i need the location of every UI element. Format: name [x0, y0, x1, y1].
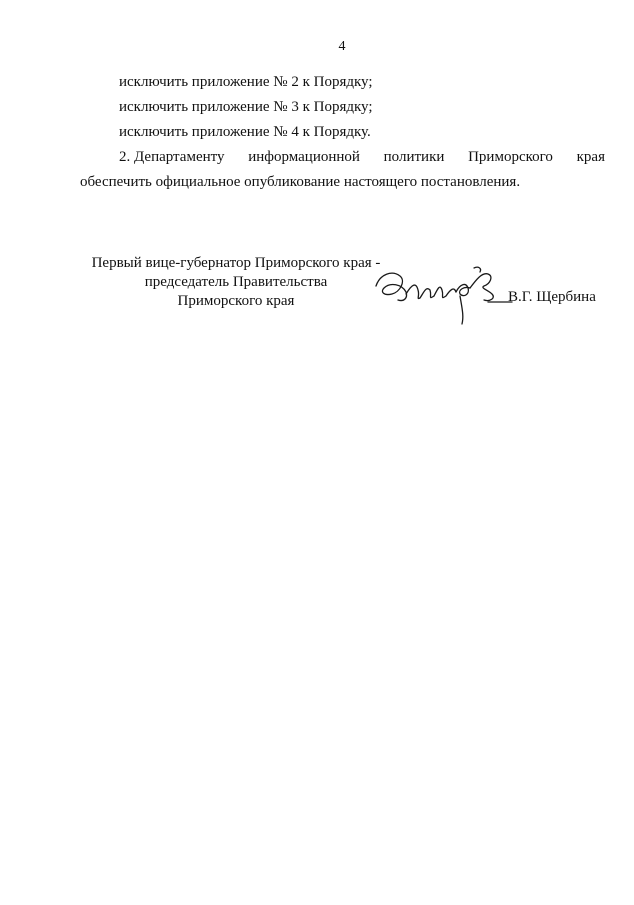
signatory-title-line: Первый вице-губернатор Приморского края -: [91, 255, 381, 271]
paragraph-item-1: исключить приложение № 2 к Порядку;: [119, 74, 373, 90]
handwritten-signature-icon: [370, 262, 520, 328]
paragraph-item-4-word: политики: [383, 149, 445, 165]
paragraph-item-2: исключить приложение № 3 к Порядку;: [119, 99, 373, 115]
signatory-title-line: председатель Правительства: [144, 274, 328, 290]
paragraph-item-4: [119, 148, 605, 166]
paragraph-item-4-word: Приморского: [468, 149, 553, 165]
paragraph-item-3: исключить приложение № 4 к Порядку.: [119, 124, 371, 140]
paragraph-item-4-word: информационной: [248, 149, 360, 165]
paragraph-item-4-word: края: [576, 149, 605, 165]
paragraph-item-4-word: 2. Департаменту: [119, 149, 225, 165]
signatory-title-line: Приморского края: [177, 293, 295, 309]
signatory-name: В.Г. Щербина: [508, 289, 596, 305]
signatory-title: [80, 254, 392, 311]
paragraph-item-4-continuation: обеспечить официальное опубликование настоящего постановления.: [80, 174, 521, 190]
page-number: 4: [338, 39, 346, 54]
